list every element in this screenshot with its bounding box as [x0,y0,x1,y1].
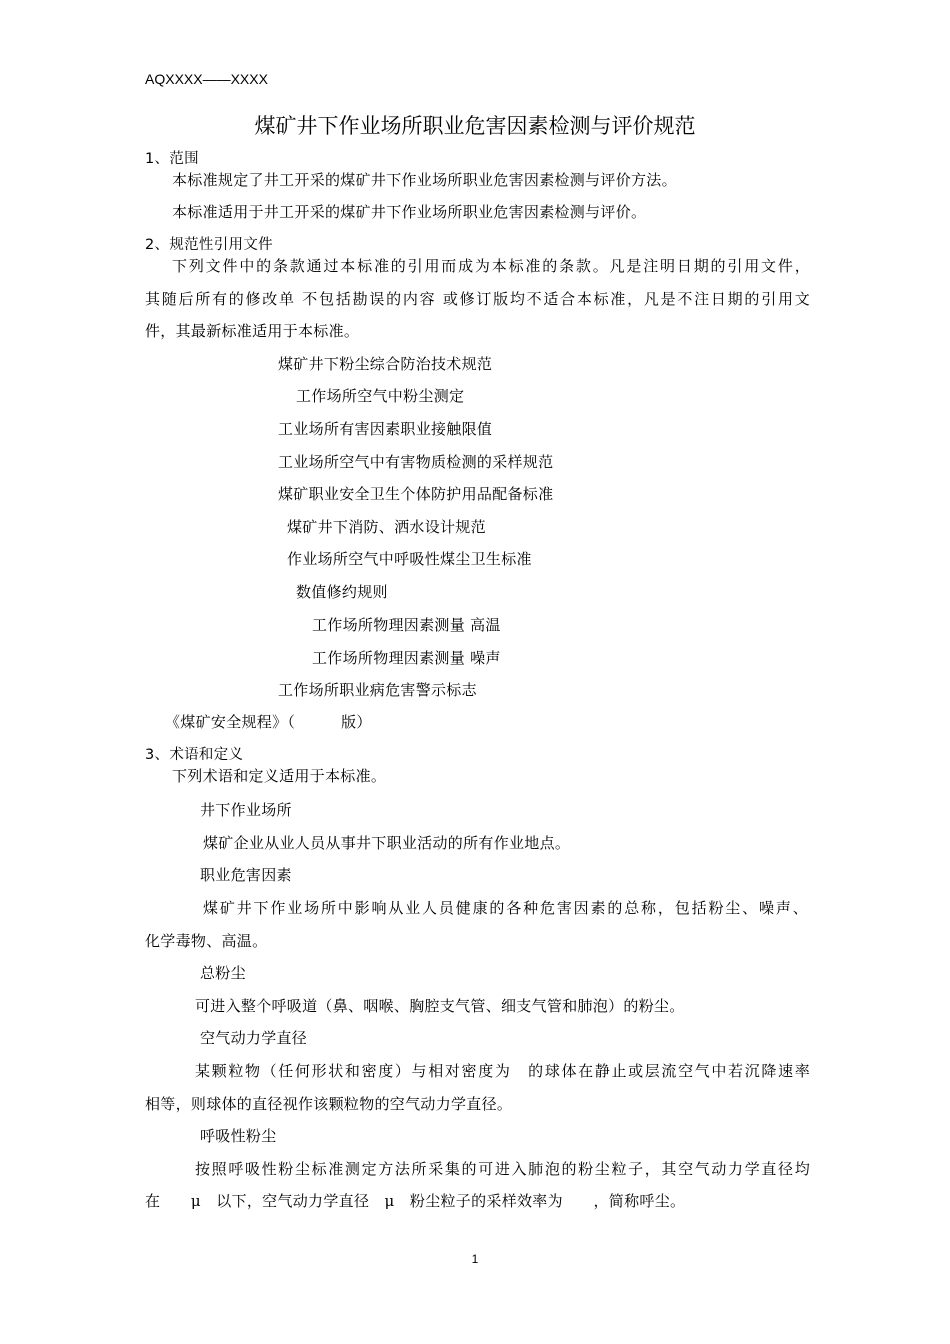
term-name: 总粉尘 [200,964,246,982]
reference-regulation: 《煤矿安全规程》（ 版） [165,713,372,731]
terms-intro: 下列术语和定义适用于本标准。 [172,767,387,785]
reference-item: 煤矿井下消防、洒水设计规范 [287,518,486,536]
reference-item: 煤矿井下粉尘综合防治技术规范 [278,355,493,373]
scope-paragraph-1: 本标准规定了井工开采的煤矿井下作业场所职业危害因素检测与评价方法。 [172,171,677,189]
references-intro-line-3: 件，其最新标准适用于本标准。 [145,322,360,340]
term-definition-line-2: 化学毒物、高温。 [145,932,268,950]
references-intro-line-1: 下列文件中的条款通过本标准的引用而成为本标准的条款。凡是注明日期的引用文件， [172,257,810,275]
term-name: 呼吸性粉尘 [200,1127,277,1145]
reference-item: 工业场所有害因素职业接触限值 [278,420,493,438]
reference-item: 工作场所空气中粉尘测定 [296,387,465,405]
term-definition-line-2: 在 μ 以下，空气动力学直径 μ 粉尘粒子的采样效率为 ，简称呼尘。 [145,1192,686,1210]
reference-item: 工业场所空气中有害物质检测的采样规范 [278,453,554,471]
reference-item: 工作场所职业病危害警示标志 [278,681,477,699]
term-name: 职业危害因素 [200,866,292,884]
reference-item: 工作场所物理因素测量 高温 [312,616,501,634]
scope-paragraph-2: 本标准适用于井工开采的煤矿井下作业场所职业危害因素检测与评价。 [172,203,647,221]
reference-item: 工作场所物理因素测量 噪声 [312,649,501,667]
document-code: AQXXXX——XXXX [145,71,268,87]
term-definition-line-1: 某颗粒物（任何形状和密度）与相对密度为 的球体在静止或层流空气中若沉降速率 [195,1062,810,1080]
term-name: 空气动力学直径 [200,1029,308,1047]
term-definition: 煤矿企业从业人员从事井下职业活动的所有作业地点。 [203,834,571,852]
reference-item: 作业场所空气中呼吸性煤尘卫生标准 [287,550,532,568]
term-definition-line-1: 按照呼吸性粉尘标准测定方法所采集的可进入肺泡的粉尘粒子，其空气动力学直径均 [195,1160,810,1178]
term-name: 井下作业场所 [200,801,292,819]
reference-item: 数值修约规则 [296,583,388,601]
term-definition-line-1: 煤矿井下作业场所中影响从业人员健康的各种危害因素的总称，包括粉尘、噪声、 [203,899,808,917]
term-definition-line-2: 相等，则球体的直径视作该颗粒物的空气动力学直径。 [145,1095,513,1113]
section-heading-terms: 3、术语和定义 [145,747,244,763]
section-heading-references: 2、规范性引用文件 [145,237,273,253]
document-title: 煤矿井下作业场所职业危害因素检测与评价规范 [254,114,696,138]
reference-item: 煤矿职业安全卫生个体防护用品配备标准 [278,485,554,503]
references-intro-line-2: 其随后所有的修改单 不包括勘误的内容 或修订版均不适合本标准，凡是不注日期的引用文 [145,290,810,308]
section-heading-scope: 1、范围 [145,151,199,167]
page-number: 1 [471,1252,479,1266]
term-definition: 可进入整个呼吸道（鼻、咽喉、胸腔支气管、细支气管和肺泡）的粉尘。 [195,997,685,1015]
